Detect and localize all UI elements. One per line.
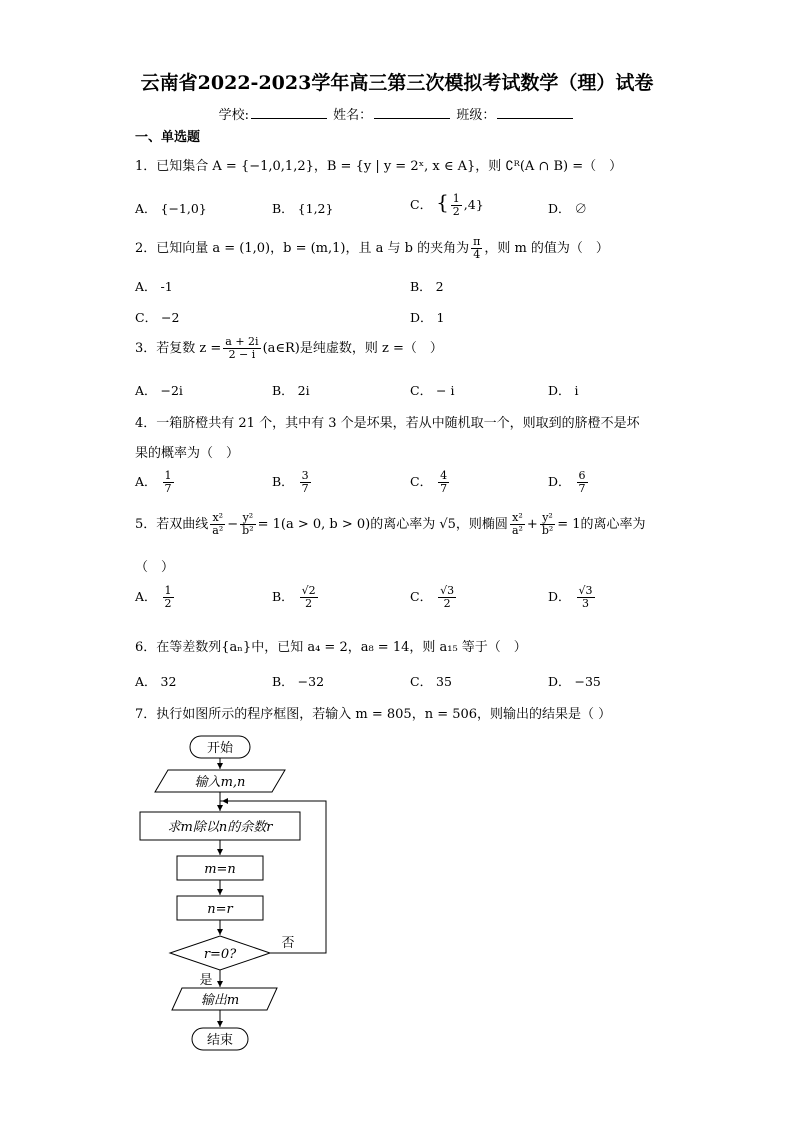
question-1-stem: 1．已知集合 A = {−1,0,1,2}，B = {y | y = 2ˣ, x ∈ A}，则 ∁ᴿ(A ∩ B) =（ ） [135, 159, 623, 174]
school-label: 学校: [218, 108, 250, 123]
question-4-line-2: 果的概率为（ ） [135, 446, 240, 461]
question-6-stem: 6．在等差数列{aₙ}中，已知 a₄ = 2，a₈ = 14，则 a₁₅ 等于（ ） [135, 640, 527, 655]
student-info-line [0, 104, 794, 123]
q6-option-d: D． −35 [548, 674, 601, 689]
flow-remainder-label: 求m除以n的余数r [167, 820, 273, 835]
q3-option-a: A． −2i [135, 383, 183, 398]
question-7-stem: 7．执行如图所示的程序框图，若输入 m = 805，n = 506，则输出的结果是（ ） [135, 707, 612, 722]
q1-option-c [410, 190, 484, 218]
section-heading: 一、单选题 [135, 130, 201, 145]
q1-option-c-brace: { [436, 190, 449, 214]
flow-yes-label: 是 [199, 973, 213, 988]
flow-output-label: 输出m [200, 993, 240, 1008]
question-2-stem [135, 236, 609, 261]
q3-option-c: C． − i [410, 383, 455, 398]
q2-option-d: D． 1 [410, 310, 445, 325]
q1-option-a: A． {−1,0} [135, 201, 207, 216]
q5-option-b: B． $\frac{√2}{2}$ [272, 584, 316, 610]
q2-stem-pre: 2．已知向量 a = (1,0)，b = (m,1)，且 a 与 b 的夹角为 [135, 241, 470, 256]
flow-no-label: 否 [281, 936, 295, 951]
page-title: 云南省2022-2023学年高三第三次模拟考试数学（理）试卷 [140, 72, 654, 94]
q6-option-c: C． 35 [410, 674, 452, 689]
q2-option-b: B． 2 [410, 279, 444, 294]
q2-angle-fraction: $\frac{\pi}{4}$ [473, 235, 481, 261]
q4-option-c: C． $\frac{4}{7}$ [410, 469, 448, 495]
name-blank [374, 106, 450, 119]
question-3-stem [135, 336, 443, 361]
flow-input-label: 输入m,n [194, 775, 246, 790]
name-label: 姓名： [333, 108, 373, 123]
q5-option-a: A． $\frac{1}{2}$ [135, 584, 172, 610]
flow-start-label: 开始 [206, 741, 234, 756]
q2-option-c: C． −2 [135, 310, 180, 325]
q5-option-c: C． $\frac{√3}{2}$ [410, 584, 455, 610]
q1-option-d: D． ∅ [548, 201, 587, 216]
q3-option-b: B． 2i [272, 383, 310, 398]
program-flowchart [130, 728, 370, 1058]
q3-complex-fraction: $\frac{a + 2i}{2 - i}$ [225, 335, 259, 361]
q1-option-c-fraction: $\frac{1}{2}$ [452, 192, 460, 218]
q3-option-d: D． i [548, 383, 579, 398]
flow-condition-label: r=0? [203, 947, 237, 962]
q3-stem-pre: 3．若复数 z = [135, 341, 222, 356]
flow-assign-n-label: n=r [207, 902, 233, 917]
q1-option-c-label: C． [410, 197, 433, 212]
q6-option-b: B． −32 [272, 674, 325, 689]
class-blank [497, 106, 573, 119]
q1-option-c-rest: ,4} [463, 197, 484, 212]
q5-option-d: D． $\frac{√3}{3}$ [548, 584, 593, 610]
flow-assign-m-label: m=n [204, 862, 236, 877]
school-blank [251, 106, 327, 119]
q6-option-a: A． 32 [135, 674, 177, 689]
q4-option-a: A． $\frac{1}{7}$ [135, 469, 172, 495]
flow-end-label: 结束 [206, 1033, 234, 1048]
question-5-paren: （ ） [135, 560, 175, 575]
q1-option-b: B． {1,2} [272, 201, 334, 216]
q2-option-a: A． -1 [135, 279, 173, 294]
class-label: 班级： [456, 108, 496, 123]
q2-stem-post: ，则 m 的值为（ ） [484, 241, 609, 256]
q3-stem-post: (a∈R)是纯虚数，则 z =（ ） [262, 341, 443, 356]
q4-option-d: D． $\frac{6}{7}$ [548, 469, 586, 495]
question-4-line-1: 4．一箱脐橙共有 21 个，其中有 3 个是坏果，若从中随机取一个，则取到的脐橙不是坏 [135, 416, 640, 431]
q4-option-b: B． $\frac{3}{7}$ [272, 469, 309, 495]
question-5-stem: 5．若双曲线 $\frac{\text{x²}}{\text{a²}}$ − $\frac{\text{y²}}{\text{b²}}$ = 1(a > 0, b > 0)的离心率为 √5，则椭圆 $\frac{\text{x²}}{\text{a²}}$ + $\frac{\text{y²}}{\text{b²}}$ = 1的离心率为 [135, 511, 646, 537]
